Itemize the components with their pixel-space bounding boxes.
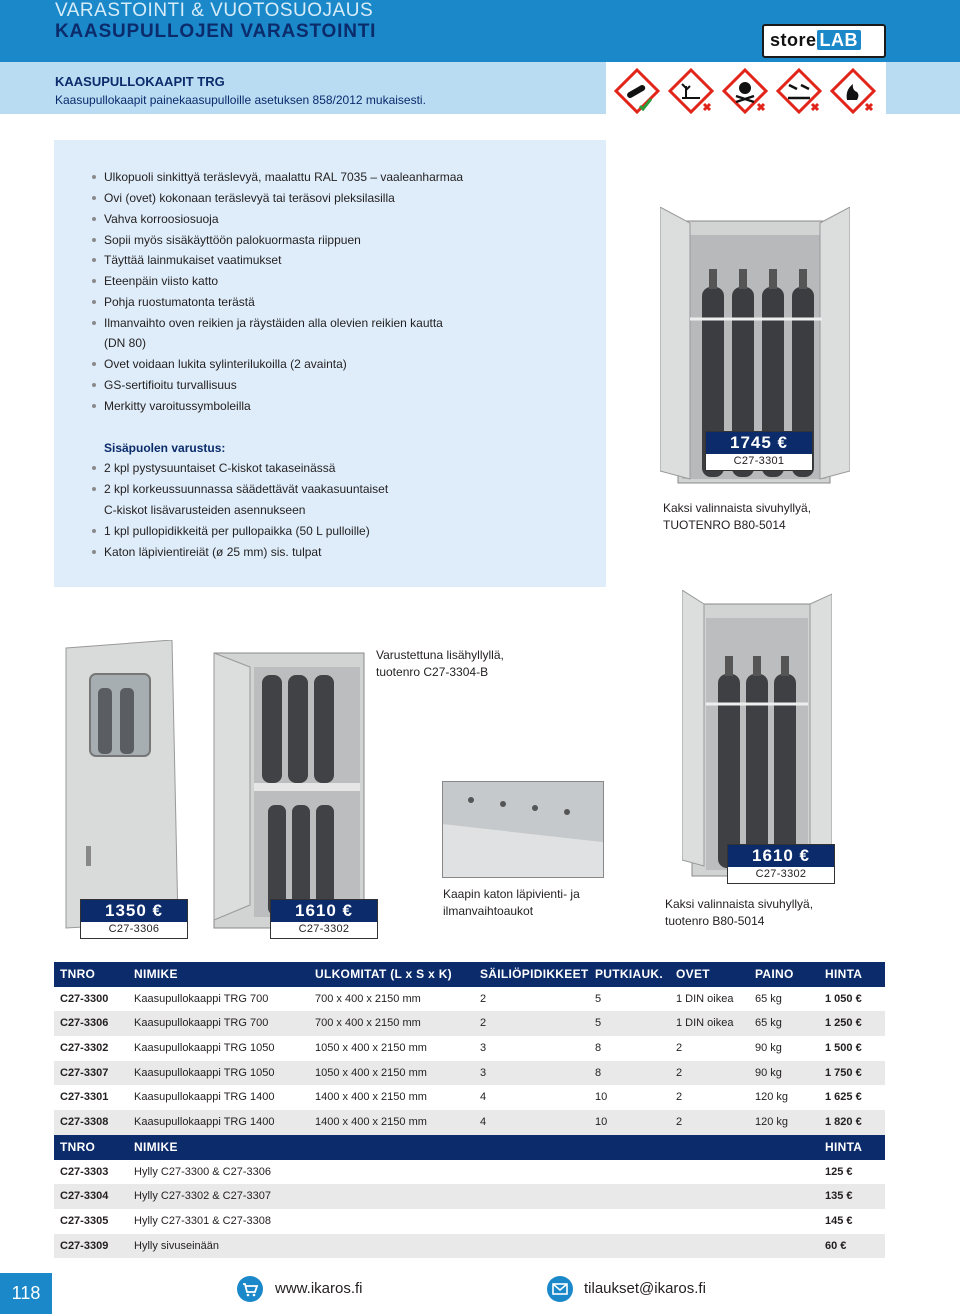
table-cell: 700 x 400 x 2150 mm — [315, 1017, 421, 1030]
table-cell: 1 820 € — [825, 1116, 862, 1129]
inner-equipment-heading: Sisäpuolen varustus: — [104, 441, 226, 455]
table-cell: 10 — [595, 1091, 608, 1104]
table-cell: OVET — [676, 967, 710, 981]
table-cell: 2 — [676, 1066, 683, 1079]
caption-roof-vents: Kaapin katon läpivienti- ja ilmanvaihtoaukot — [443, 887, 580, 918]
table-row-accessory — [54, 1234, 885, 1259]
logo-lab-text: LAB — [817, 30, 862, 50]
product-code: C27-3301 — [733, 455, 785, 467]
caption-c27-3301: Kaksi valinnaista sivuhyllyä, TUOTENRO B80-5014 — [663, 501, 812, 532]
table-cell: Kaasupullokaappi TRG 1400 — [134, 1091, 275, 1104]
inner-bullet: 1 kpl pullopidikkeitä per pullopaikka (50 L pulloille) — [104, 524, 370, 538]
gas-cylinder-hazard-icon — [614, 68, 660, 114]
product-code: C27-3302 — [755, 868, 807, 880]
inner-bullet: Katon läpivientireiät (ø 25 mm) sis. tulpat — [104, 545, 322, 559]
table-cell: 3 — [480, 1066, 487, 1079]
table-cell: Hylly C27-3301 & C27-3308 — [134, 1214, 271, 1227]
feature-bullet-continuation: (DN 80) — [104, 336, 147, 350]
table-cell: 1 DIN oikea — [676, 992, 734, 1005]
product-image-c27-3302 — [210, 645, 370, 930]
inner-bullet: 2 kpl pystysuuntaiset C-kiskot takaseinässä — [104, 461, 336, 475]
table-cell: C27-3301 — [60, 1091, 109, 1104]
table-cell: TNRO — [60, 967, 96, 981]
table-cell: C27-3305 — [60, 1214, 109, 1227]
table-cell: C27-3304 — [60, 1190, 109, 1203]
table-cell: 1050 x 400 x 2150 mm — [315, 1042, 427, 1055]
feature-bullet: Ilmanvaihto oven reikien ja räystäiden alla olevien reikien kautta — [104, 316, 443, 330]
storelab-logo — [762, 24, 886, 58]
table-cell: 4 — [480, 1091, 487, 1104]
product-code: C27-3302 — [298, 923, 350, 935]
table-cell: 10 — [595, 1116, 608, 1129]
price-tag-c27-3302-right — [727, 844, 835, 884]
table-cell: NIMIKE — [134, 1139, 178, 1154]
table-cell: 90 kg — [755, 1042, 782, 1055]
email-icon — [547, 1276, 573, 1302]
table-cell: HINTA — [825, 1139, 863, 1154]
price-tag-c27-3306 — [80, 899, 188, 939]
price: 1350 € — [81, 900, 187, 922]
feature-bullet: Merkitty varoitussymboleilla — [104, 399, 251, 413]
page-number: 118 — [0, 1273, 52, 1314]
shopping-cart-icon — [237, 1276, 263, 1302]
feature-bullet: Vahva korroosiosuoja — [104, 212, 219, 226]
table-cell: C27-3303 — [60, 1165, 109, 1178]
table-cell: Hylly C27-3302 & C27-3307 — [134, 1190, 271, 1203]
table-cell: 2 — [480, 992, 487, 1005]
feature-bullet: Eteenpäin viisto katto — [104, 274, 219, 288]
price: 1745 € — [706, 432, 812, 454]
table-cell: C27-3306 — [60, 1017, 109, 1030]
table-row-accessory — [54, 1184, 885, 1209]
price: 1610 € — [728, 845, 834, 867]
section-category: VARASTOINTI & VUOTOSUOJAUS — [55, 0, 374, 21]
table-cell: Hylly sivuseinään — [134, 1239, 219, 1252]
table-cell: PUTKIAUK. — [595, 967, 664, 981]
table-cell: Kaasupullokaappi TRG 700 — [134, 1017, 269, 1030]
table-cell: C27-3302 — [60, 1042, 109, 1055]
table-cell: PAINO — [755, 967, 794, 981]
caption-extra-shelf: Varustettuna lisähyllyllä, tuotenro C27-3304-B — [376, 648, 504, 679]
table-cell: Kaasupullokaappi TRG 1400 — [134, 1116, 275, 1129]
table-row-accessory — [54, 1160, 885, 1185]
table-cell: 4 — [480, 1116, 487, 1129]
hazard-symbols — [606, 62, 886, 114]
table-cell: 1 750 € — [825, 1066, 862, 1079]
caption-side-shelves: Kaksi valinnaista sivuhyllyä, tuotenro B80-5014 — [665, 897, 814, 928]
table-cell: 1400 x 400 x 2150 mm — [315, 1116, 427, 1129]
feature-bullet: Ovi (ovet) kokonaan teräslevyä tai teräsovi pleksilasilla — [104, 191, 395, 205]
table-cell: 5 — [595, 1017, 602, 1030]
table-cell: C27-3308 — [60, 1116, 109, 1129]
table-cell: 1 DIN oikea — [676, 1017, 734, 1030]
feature-bullet: Täyttää lainmukaiset vaatimukset — [104, 253, 282, 267]
inner-bullet: 2 kpl korkeussuunnassa säädettävät vaakasuuntaiset — [104, 482, 389, 496]
table-cell: 125 € — [825, 1165, 853, 1178]
feature-bullet: Pohja ruostumatonta terästä — [104, 295, 255, 309]
feature-bullet: Sopii myös sisäkäyttöön palokuormasta riippuen — [104, 233, 361, 247]
table-header-row-accessories — [54, 1135, 885, 1160]
flammable-hazard-icon — [830, 68, 876, 114]
table-cell: 120 kg — [755, 1116, 789, 1129]
table-cell: 2 — [676, 1042, 683, 1055]
table-cell: 8 — [595, 1042, 602, 1055]
table-cell: SÄILIÖPIDIKKEET — [480, 967, 589, 981]
subheader-title: KAASUPULLOKAAPIT TRG — [55, 74, 225, 89]
table-cell: 1 500 € — [825, 1042, 862, 1055]
feature-bullet: Ulkopuoli sinkittyä teräslevyä, maalattu RAL 7035 – vaaleanharmaa — [104, 170, 464, 184]
table-cell: 65 kg — [755, 1017, 782, 1030]
table-cell: 120 kg — [755, 1091, 789, 1104]
features-box — [54, 140, 606, 587]
table-row — [54, 1110, 885, 1135]
price-tag-c27-3301 — [705, 431, 813, 471]
table-cell: 1 050 € — [825, 992, 862, 1005]
table-header-row — [54, 962, 885, 987]
table-cell: 2 — [480, 1017, 487, 1030]
product-image-c27-3306 — [62, 640, 182, 930]
feature-bullet: GS-sertifioitu turvallisuus — [104, 378, 237, 392]
table-cell: 700 x 400 x 2150 mm — [315, 992, 421, 1005]
table-cell: 3 — [480, 1042, 487, 1055]
table-cell: TNRO — [60, 1139, 96, 1154]
table-cell: Hylly C27-3300 & C27-3306 — [134, 1165, 271, 1178]
product-code: C27-3306 — [108, 923, 160, 935]
table-cell: C27-3307 — [60, 1066, 109, 1079]
table-cell: HINTA — [825, 967, 863, 981]
table-cell: ULKOMITAT (L x S x K) — [315, 967, 452, 981]
inner-bullet-continuation: C-kiskot lisävarusteiden asennukseen — [104, 503, 306, 517]
roof-vent-image — [442, 781, 604, 878]
feature-bullet: Ovet voidaan lukita sylinterilukoilla (2 avainta) — [104, 357, 347, 371]
table-row — [54, 1036, 885, 1061]
product-image-c27-3302-right — [682, 590, 832, 880]
table-cell: Kaasupullokaappi TRG 700 — [134, 992, 269, 1005]
table-cell: 60 € — [825, 1239, 847, 1252]
table-cell: C27-3309 — [60, 1239, 109, 1252]
table-cell: 5 — [595, 992, 602, 1005]
page-title: KAASUPULLOJEN VARASTOINTI — [55, 21, 377, 42]
table-cell: 145 € — [825, 1214, 853, 1227]
table-row — [54, 987, 885, 1012]
table-cell: 8 — [595, 1066, 602, 1079]
product-table — [54, 962, 885, 1258]
table-cell: 65 kg — [755, 992, 782, 1005]
subheader-text: Kaasupullokaapit painekaasupulloille asetuksen 858/2012 mukaisesti. — [55, 93, 426, 107]
table-cell: 2 — [676, 1091, 683, 1104]
page-header — [0, 0, 960, 62]
table-row — [54, 1011, 885, 1036]
table-row — [54, 1061, 885, 1086]
table-cell: Kaasupullokaappi TRG 1050 — [134, 1042, 275, 1055]
logo-store-text: store — [770, 30, 817, 50]
price: 1610 € — [271, 900, 377, 922]
table-row — [54, 1085, 885, 1110]
table-row-accessory — [54, 1209, 885, 1234]
price-tag-c27-3302-middle — [270, 899, 378, 939]
table-cell: 135 € — [825, 1190, 853, 1203]
environment-hazard-icon — [668, 68, 714, 114]
table-cell: C27-3300 — [60, 992, 109, 1005]
table-cell: NIMIKE — [134, 967, 178, 981]
table-cell: 1 250 € — [825, 1017, 862, 1030]
email-link[interactable]: tilaukset@ikaros.fi — [584, 1280, 706, 1297]
table-cell: Kaasupullokaappi TRG 1050 — [134, 1066, 275, 1079]
toxic-hazard-icon — [722, 68, 768, 114]
table-cell: 90 kg — [755, 1066, 782, 1079]
table-cell: 2 — [676, 1116, 683, 1129]
corrosive-hazard-icon — [776, 68, 822, 114]
table-cell: 1 625 € — [825, 1091, 862, 1104]
table-cell: 1050 x 400 x 2150 mm — [315, 1066, 427, 1079]
table-cell: 1400 x 400 x 2150 mm — [315, 1091, 427, 1104]
website-link[interactable]: www.ikaros.fi — [275, 1280, 363, 1297]
